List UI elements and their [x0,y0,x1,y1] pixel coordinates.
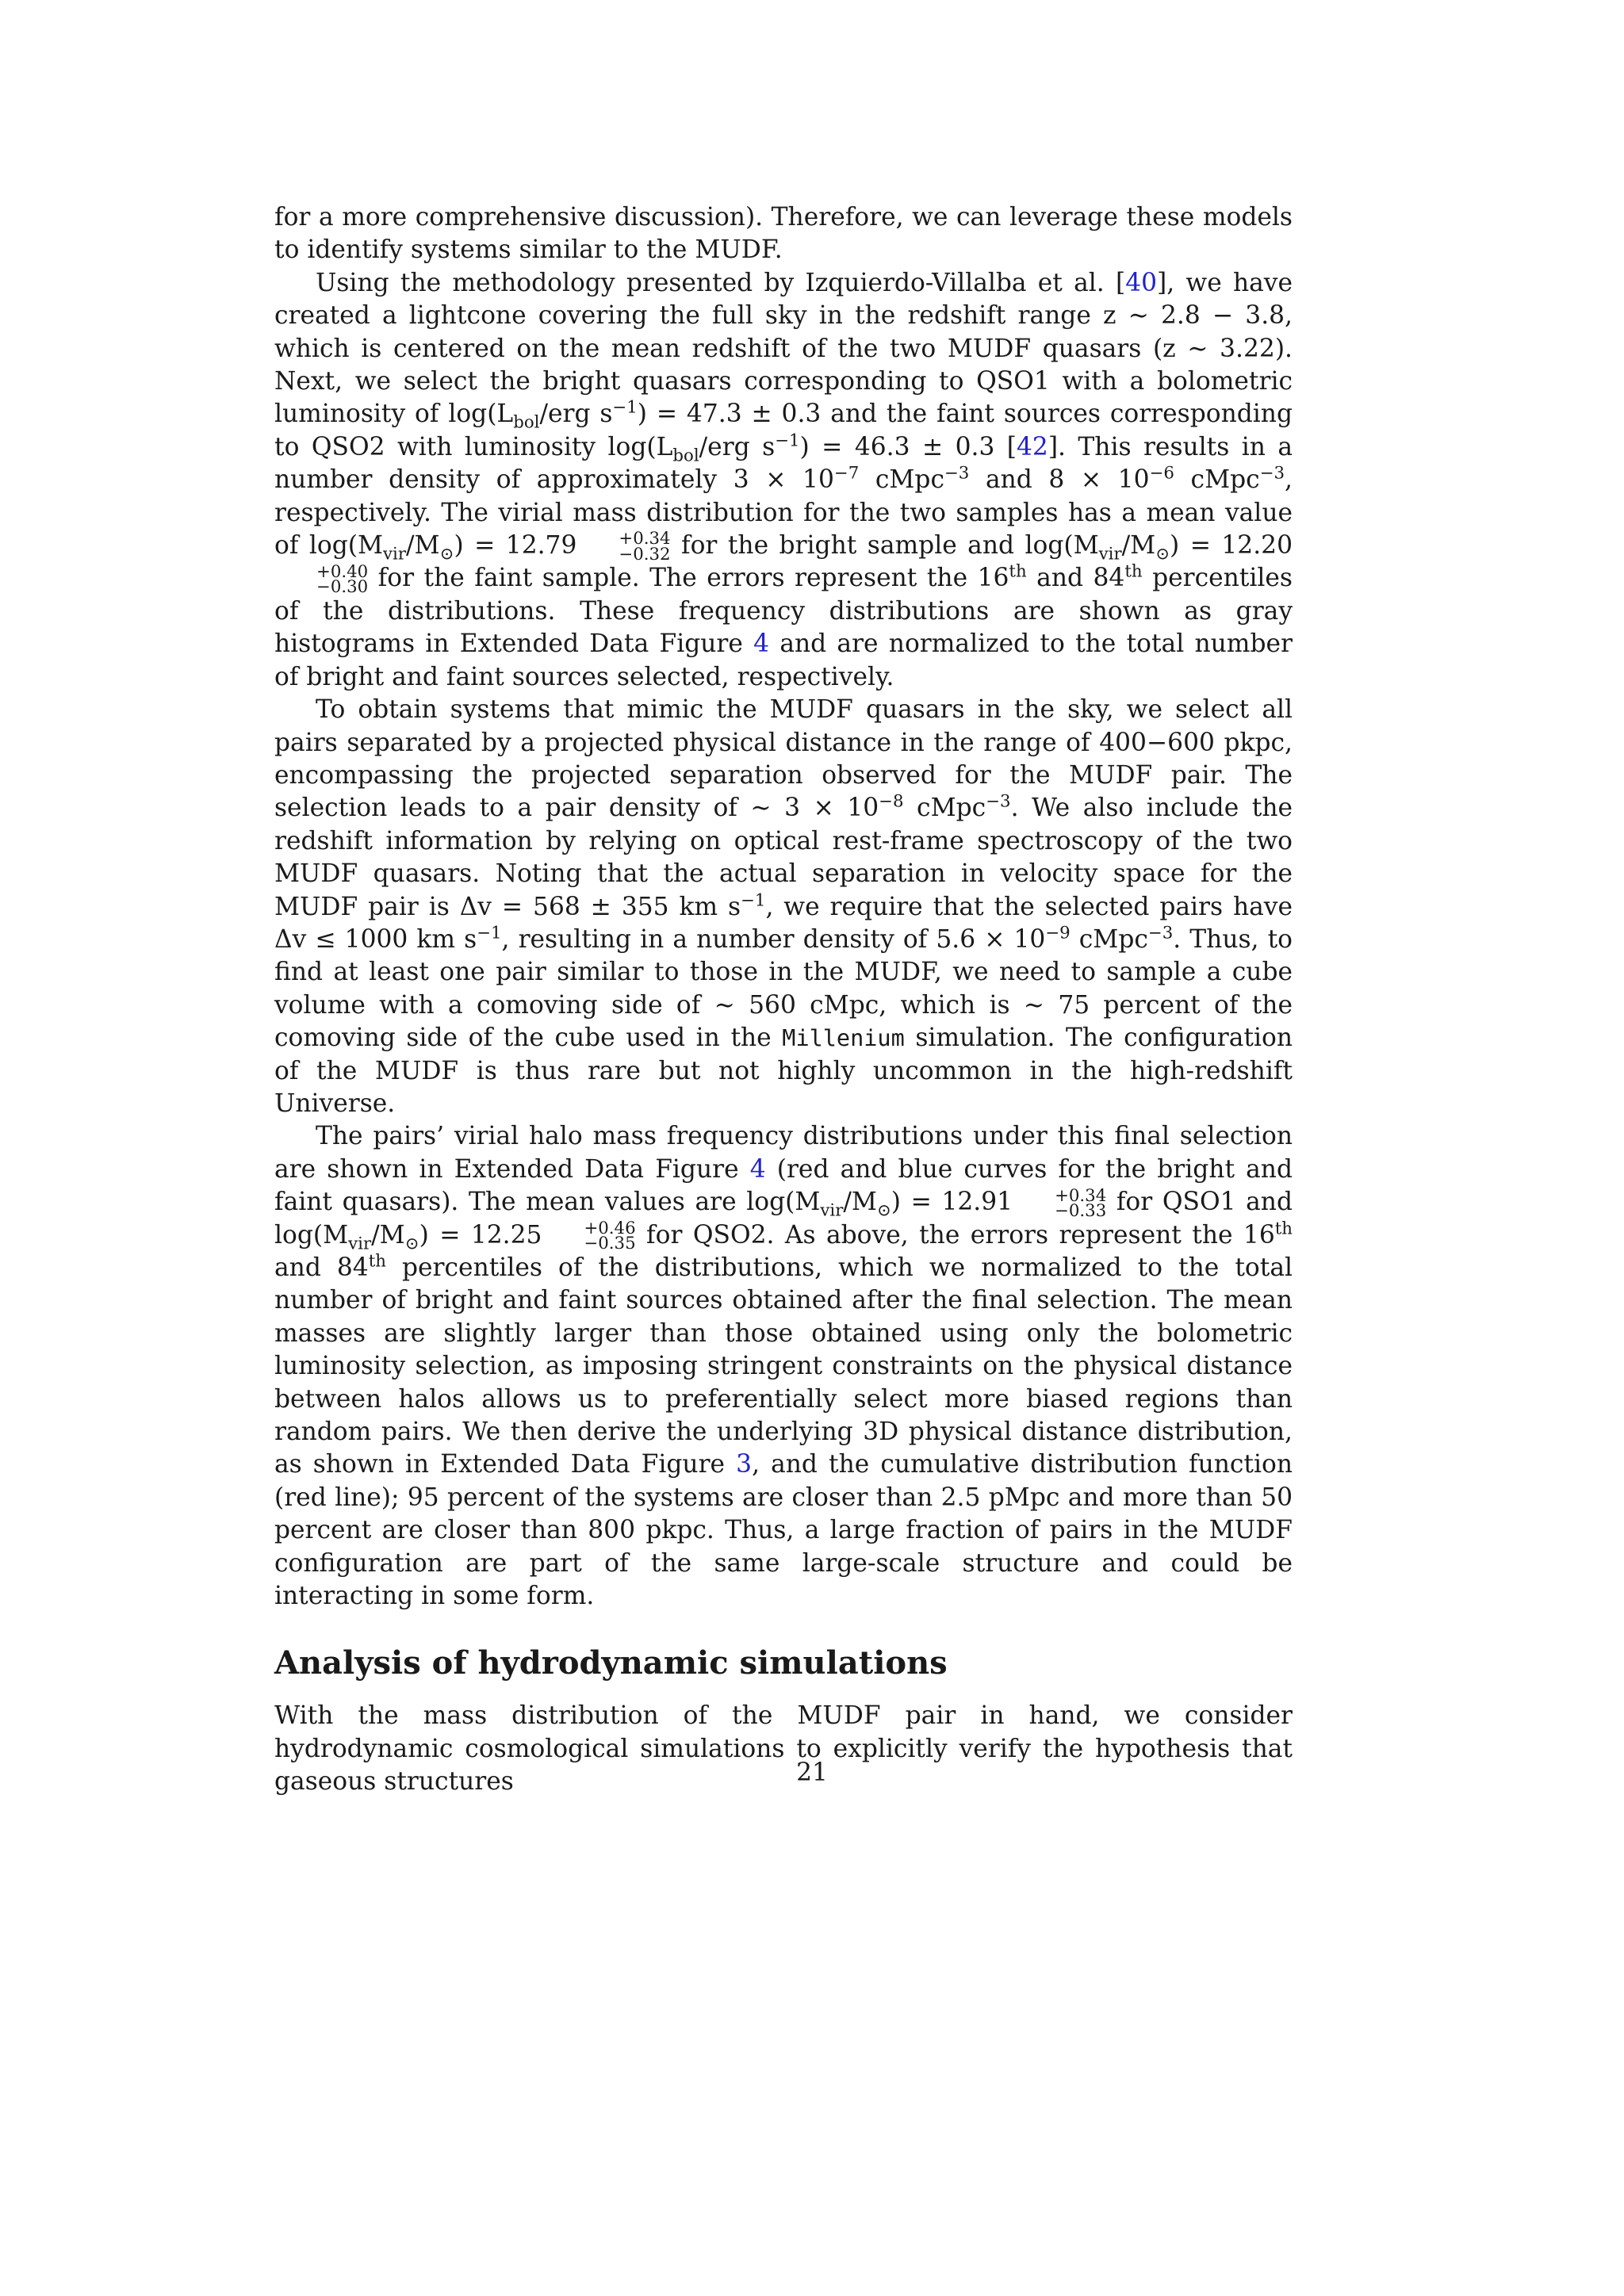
figure-link-4[interactable]: 4 [749,1154,766,1184]
error-bars: +0.40 −0.30 [316,561,369,597]
paragraph-5: With the mass distribution of the MUDF pair in hand, we consider hydrodynamic cosmological simulations to explicitly verify the hypothesis that gaseous structures [274,1701,1293,1797]
paragraph-4: The pairs’ virial halo mass frequency distributions under this final selection are shown in Extended Data Figure 4 (red and blue curves for the bright and faint quasars). The mean values are $\log(M_{vir}/M_⊙) = 12.91$ +0.34 −0.33 for QSO1 and $\log(M_{vir}/M_⊙) = 12.25$ +0.46 −0.35 for QSO2. As above, the errors represent the 16th and 84th percentiles of the distributions, which we normalized to the total number of bright and faint sources obtained after the final selection. The mean masses are slightly larger than those obtained using only the bolometric luminosity selection, as imposing stringent constraints on the physical distance between halos allows us to preferentially select more biased regions than random pairs. We then derive the underlying 3D physical distance distribution, as shown in Extended Data Figure 3, and the cumulative distribution function (red line); 95 percent of the systems are closer than 2.5 pMpc and more than 50 percent are closer than 800 pkpc. Thus, a large fraction of pairs in the MUDF configuration are part of the same large-scale structure and could be interacting in some form. [274,1122,1293,1611]
citation-link-40[interactable]: 40 [1125,268,1158,297]
paragraph-3: To obtain systems that mimic the MUDF quasars in the sky, we select all pairs separated by a projected physical distance in the range of 400−600 pkpc, encompassing the projected separation observed for the MUDF pair. The selection leads to a pair density of ∼ $3 \times 10^{-8}$ cMpc$^{-3}$. We also include the redshift information by relying on optical rest-frame spectroscopy of the two MUDF quasars. Noting that the actual separation in velocity space for the MUDF pair is Δv = 568 ± 355 km $s^{-1}$, we require that the selected pairs have Δv ≤ 1000 km $s^{-1}$, resulting in a number density of $5.6 \times 10^{-9}$ cMpc$^{-3}$. Thus, to find at least one pair similar to those in the MUDF, we need to sample a cube volume with a comoving side of ∼ 560 cMpc, which is ∼ 75 percent of the comoving side of the cube used in the Millenium simulation. The configuration of the MUDF is thus rare but not highly uncommon in the high-redshift Universe. [274,695,1293,1118]
citation-link-42[interactable]: 42 [1017,432,1048,461]
page-body [274,201,1293,1799]
error-bars: +0.46 −0.35 [584,1218,636,1254]
paragraph-2: Using the methodology presented by Izquierdo-Villalba et al. [40], we have created a lightcone covering the full sky in the redshift range z ∼ 2.8 − 3.8, which is centered on the mean redshift of the two MUDF quasars (z ∼ 3.22). Next, we select the bright quasars corresponding to QSO1 with a bolometric luminosity of $\log(L_{bol}$/erg $s^{-1}) = 47.3 \pm 0.3$ and the faint sources corresponding to QSO2 with luminosity $\log(L_{bol}$/erg $s^{-1}) = 46.3 \pm 0.3$ [42]. This results in a number density of approximately $3 \times 10^{-7}$ cMpc$^{-3}$ and $8 \times 10^{-6}$ cMpc$^{-3}$, respectively. The virial mass distribution for the two samples has a mean value of $\log(M_{vir}/M_⊙) = 12.79$ +0.34 −0.32 for the bright sample and $\log(M_{vir}/M_⊙) = 12.20$ +0.40 −0.30 for the faint sample. The errors represent the 16th and 84th percentiles of the distributions. These frequency distributions are shown as gray histograms in Extended Data Figure 4 and are normalized to the total number of bright and faint sources selected, respectively. [274,268,1293,691]
error-bars: +0.34 −0.32 [619,529,671,564]
page-number: 21 [796,1758,828,1787]
section-heading: Analysis of hydrodynamic simulations [274,1644,948,1682]
code-millenium: Millenium [782,1025,905,1052]
error-bars: +0.34 −0.33 [1055,1185,1107,1221]
figure-link-3[interactable]: 3 [736,1450,753,1479]
paragraph-1: for a more comprehensive discussion). Therefore, we can leverage these models to identify systems similar to the MUDF. [274,203,1293,265]
figure-link-4[interactable]: 4 [753,629,770,659]
